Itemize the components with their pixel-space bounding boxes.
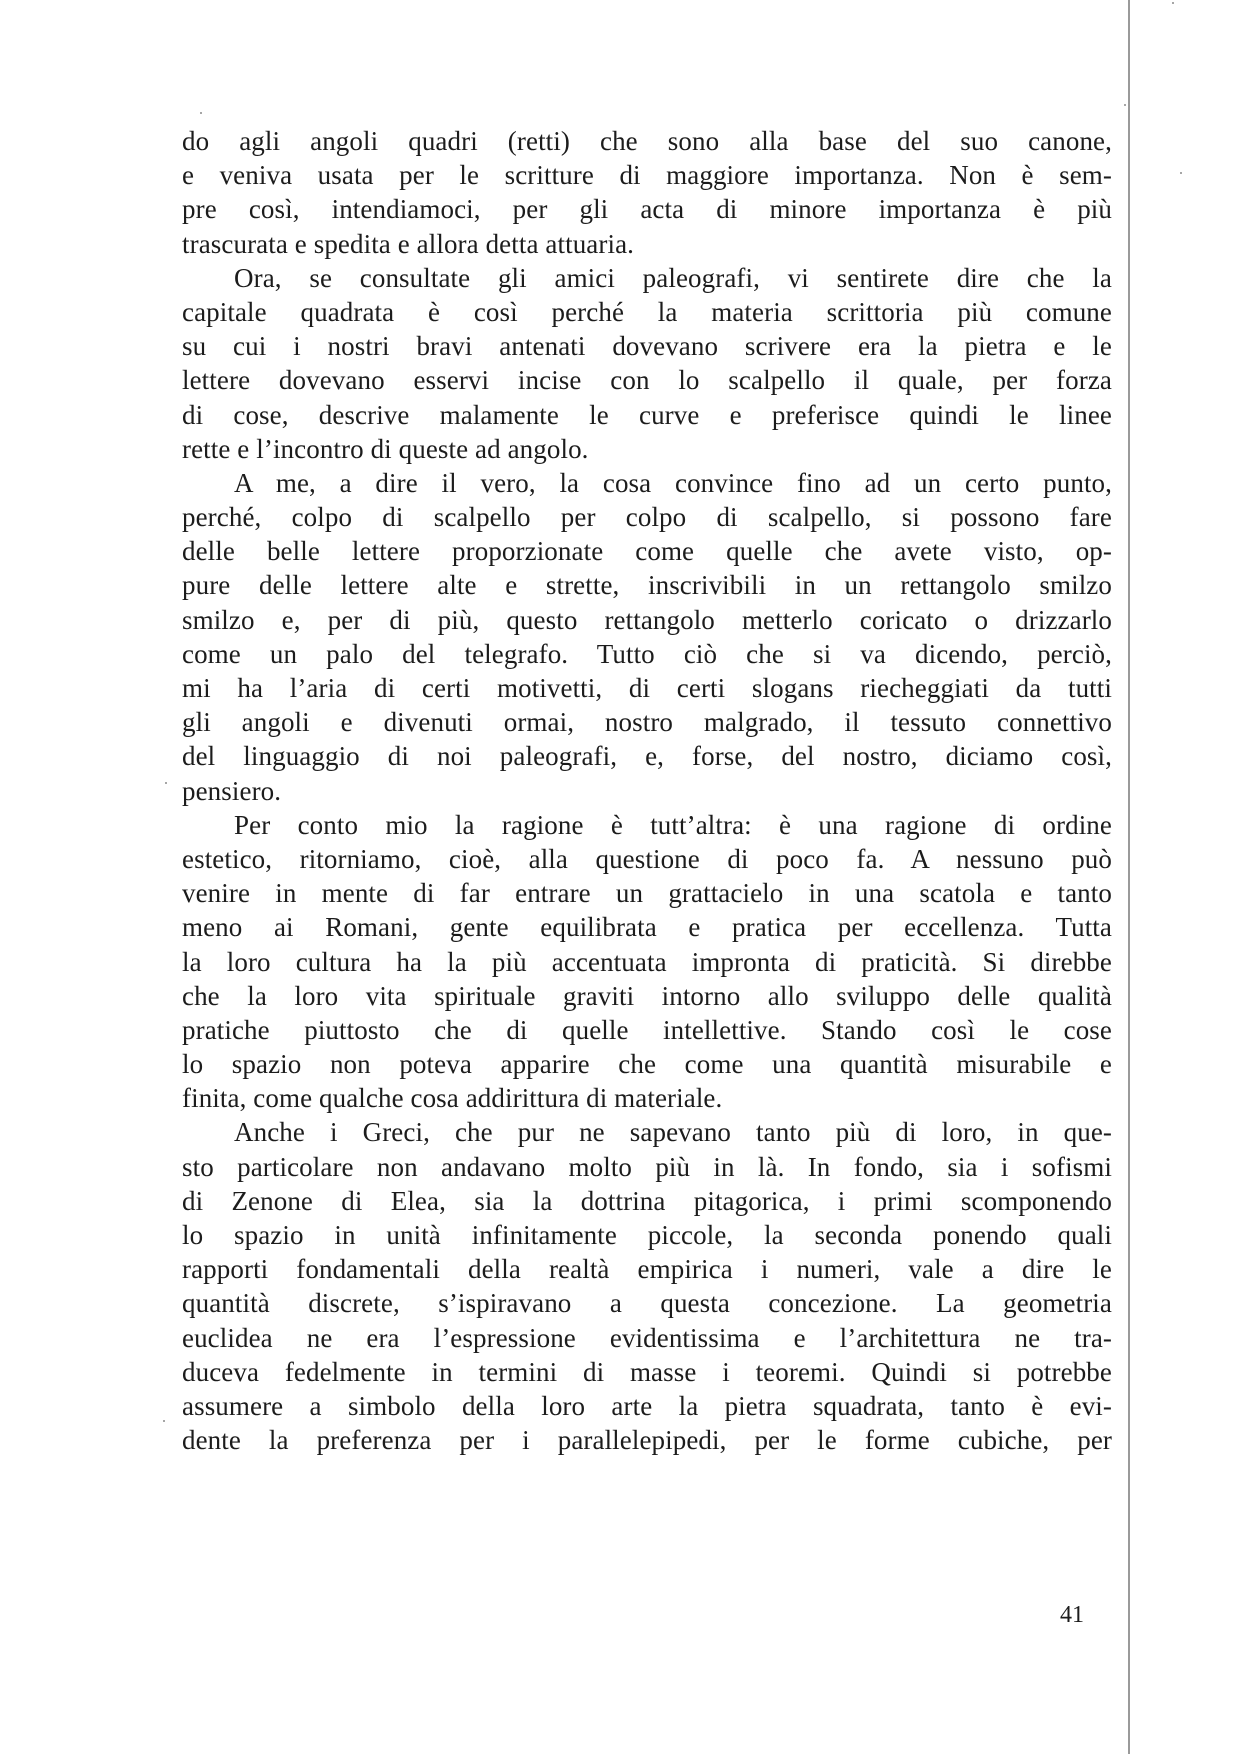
- text-line: la loro cultura ha la più accentuata impronta di praticità. Si direbbe: [182, 946, 1112, 977]
- text-line: del linguaggio di noi paleografi, e, forse, del nostro, diciamo così,: [182, 741, 1112, 772]
- text-line: finita, come qualche cosa addirittura di materiale.: [182, 1083, 723, 1114]
- text-line: gli angoli e divenuti ormai, nostro malgrado, il tessuto connettivo: [182, 707, 1112, 738]
- scan-speck: [1124, 104, 1126, 106]
- text-line: pratiche piuttosto che di quelle intellettive. Stando così le cose: [182, 1014, 1112, 1045]
- text-line: assumere a simbolo della loro arte la pietra squadrata, tanto è evi-: [182, 1390, 1112, 1421]
- text-line: duceva fedelmente in termini di masse i teoremi. Quindi si potrebbe: [182, 1356, 1112, 1387]
- text-line: che la loro vita spirituale graviti intorno allo sviluppo delle qualità: [182, 980, 1112, 1011]
- text-line: perché, colpo di scalpello per colpo di scalpello, si possono fare: [182, 502, 1112, 533]
- scan-speck: [1172, 2, 1174, 4]
- text-line: pure delle lettere alte e strette, inscrivibili in un rettangolo smilzo: [182, 570, 1112, 601]
- text-line: venire in mente di far entrare un grattacielo in una scatola e tanto: [182, 878, 1112, 909]
- scan-speck: [165, 782, 167, 784]
- text-line: Ora, se consultate gli amici paleografi, vi sentirete dire che la: [234, 262, 1112, 293]
- scan-speck: [163, 1420, 165, 1422]
- text-line: di Zenone di Elea, sia la dottrina pitagorica, i primi scomponendo: [182, 1185, 1112, 1216]
- text-line: smilzo e, per di più, questo rettangolo metterlo coricato o drizzarlo: [182, 604, 1112, 635]
- paragraph: [182, 808, 1112, 1116]
- text-line: su cui i nostri bravi antenati dovevano scrivere era la pietra e le: [182, 331, 1112, 362]
- text-line: capitale quadrata è così perché la materia scrittoria più comune: [182, 296, 1112, 327]
- text-line: rapporti fondamentali della realtà empirica i numeri, vale a dire le: [182, 1254, 1112, 1285]
- paragraph: [182, 1115, 1112, 1457]
- page-number: 41: [1060, 1602, 1084, 1628]
- paragraph: [182, 466, 1112, 808]
- paragraph: [182, 124, 1112, 261]
- text-line: euclidea ne era l’espressione evidentissima e l’architettura ne tra-: [182, 1322, 1112, 1353]
- text-line: sto particolare non andavano molto più in là. In fondo, sia i sofismi: [182, 1151, 1112, 1182]
- text-line: lo spazio in unità infinitamente piccole, la seconda ponendo quali: [182, 1220, 1112, 1250]
- text-line: rette e l’incontro di queste ad angolo.: [182, 433, 589, 464]
- text-line: Anche i Greci, che pur ne sapevano tanto più di loro, in que-: [234, 1117, 1112, 1148]
- text-line: delle belle lettere proporzionate come quelle che avete visto, op-: [182, 536, 1112, 567]
- text-line: quantità discrete, s’ispiravano a questa concezione. La geometria: [182, 1288, 1112, 1319]
- text-line: di cose, descrive malamente le curve e preferisce quindi le linee: [182, 399, 1112, 430]
- paragraph: [182, 261, 1112, 466]
- text-line: dente la preferenza per i parallelepipedi, per le forme cubiche, per: [182, 1425, 1112, 1456]
- text-line: meno ai Romani, gente equilibrata e pratica per eccellenza. Tutta: [182, 912, 1112, 943]
- scan-speck: [200, 112, 202, 114]
- scan-margin: [1130, 0, 1240, 1754]
- text-line: trascurata e spedita e allora detta attuaria.: [182, 228, 635, 259]
- body-text: [182, 124, 1112, 1457]
- text-line: estetico, ritorniamo, cioè, alla questione di poco fa. A nessuno può: [182, 843, 1112, 874]
- text-line: A me, a dire il vero, la cosa convince fino ad un certo punto,: [234, 467, 1112, 498]
- scan-speck: [1180, 172, 1182, 174]
- text-line: pre così, intendiamoci, per gli acta di minore importanza è più: [182, 194, 1112, 225]
- text-line: lettere dovevano esservi incise con lo scalpello il quale, per forza: [182, 365, 1112, 396]
- text-line: come un palo del telegrafo. Tutto ciò che si va dicendo, perciò,: [182, 638, 1112, 669]
- text-line: pensiero.: [182, 775, 282, 806]
- text-line: e veniva usata per le scritture di maggiore importanza. Non è sem-: [182, 160, 1112, 191]
- text-line: Per conto mio la ragione è tutt’altra: è una ragione di ordine: [234, 809, 1112, 840]
- text-line: mi ha l’aria di certi motivetti, di certi slogans riecheggiati da tutti: [182, 673, 1112, 703]
- text-line: do agli angoli quadri (retti) che sono alla base del suo canone,: [182, 126, 1112, 156]
- text-line: lo spazio non poteva apparire che come una quantità misurabile e: [182, 1049, 1112, 1080]
